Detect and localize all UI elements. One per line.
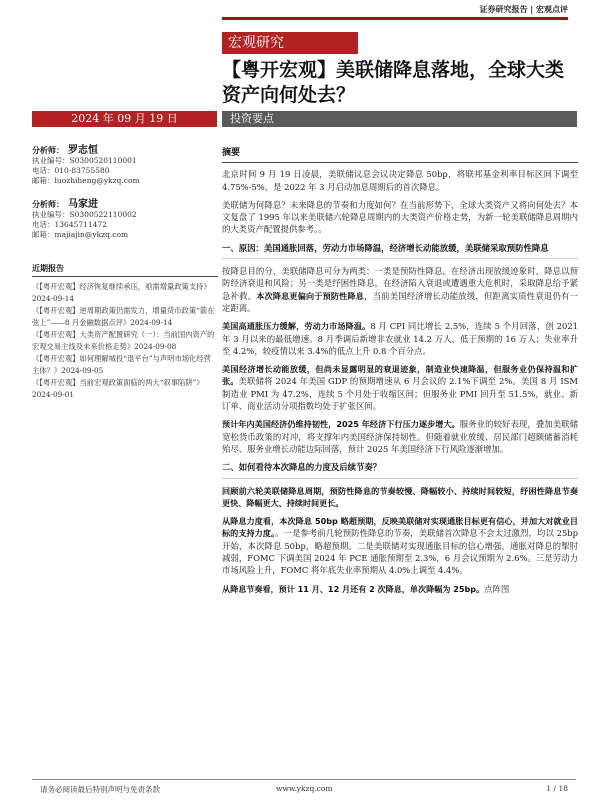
analyst-block-1 <box>32 146 218 186</box>
emphasis: 本次降息更偏向于预防性降息 <box>256 290 365 301</box>
invest-points-label: 投资要点 <box>222 111 577 127</box>
section-2-heading: 二、如何看待本次降息的力度及后续节奏？ <box>222 461 578 478</box>
section-2-paragraph-2: 从降息节奏看，预计 11 月、12 月还有 2 次降息，单次降幅为 25bp。点阵图 <box>222 583 510 594</box>
analyst-role: 分析师： <box>32 146 64 155</box>
analyst-name: 罗志恒 <box>68 145 98 156</box>
analyst-email[interactable]: 邮箱：majiajin@ykzq.com <box>32 230 129 239</box>
analyst-license: 执业编号：S0300522110002 <box>32 210 137 219</box>
footer-disclaimer[interactable]: 请务必阅读最后特别声明与免责条款 <box>40 785 160 794</box>
analyst-license: 执业编号：S0300520110001 <box>32 156 137 165</box>
recent-reports <box>32 264 218 401</box>
footer-website[interactable]: www.ykzq.com <box>276 784 333 793</box>
analyst-phone: 电话：13645711472 <box>32 220 107 229</box>
summary-heading: 摘要 <box>222 147 578 163</box>
emphasis: 回顾前六轮美联储降息周期，预防性降息的节奏较慢、降幅较小、持续时间较短，纾困性降息节奏更快、降幅更大、持续时间更长。 <box>222 485 578 508</box>
section-2-lead <box>222 485 578 510</box>
report-type: 证券研究报告 <box>479 5 528 14</box>
section-1-heading: 一、原因：美国通胀回落，劳动力市场降温，经济增长动能放缓，美联储采取预防性降息 <box>222 242 578 259</box>
emphasis: 美国经济增长动能放缓，但尚未显露明显的衰退迹象，制造业快速降温，但服务业仍保持温和扩张。 <box>222 364 578 387</box>
footer-rule <box>32 779 576 780</box>
emphasis: 预计年内美国经济仍维持韧性，2025 年经济下行压力逐步增大。 <box>222 419 460 430</box>
analyst-role: 分析师： <box>32 200 64 209</box>
emphasis: 美国高通胀压力缓解，劳动力市场降温。 <box>222 321 371 332</box>
emphasis: 从降息力度看，本次降息 50bp 略超预期，反映美联储对实现通胀目标更有信心，并加大对就业目标的支持力度。 <box>222 516 578 539</box>
report-category: 宏观点评 <box>536 5 568 14</box>
summary-body <box>222 147 578 601</box>
recent-report-link[interactable]: 《【粤开宏观】当前宏观政策面临的两大“叙事陷阱”》2024-09-01 <box>32 378 204 399</box>
section-1-paragraph-2: 美国高通胀压力缓解，劳动力市场降温。8 月 CPI 同比增长 2.5%，连续 5 个月回落，创 2021 年 3 月以来的最低增速。8 月季调后新增非农就业 14.2 万人，低于预期的 16 万人；失业率升至 4.2%，较疫情以来 3.4%的低点上升 0.8 个百分点。 <box>222 321 578 356</box>
report-date: 2024 年 09 月 19 日 <box>32 111 217 127</box>
recent-reports-heading: 近期报告 <box>32 264 218 277</box>
section-1-paragraph-1: 按降息目的分，美联储降息可分为两类：一类是预防性降息，在经济出现放缓迹象时，降息以预防经济衰退和风险；另一类是纾困性降息，在经济陷入衰退或遭遇重大危机时，采取降息给予紧急补救。本次降息更偏向于预防性降息，当前美国经济增长动能放缓，但距离实质性衰退仍有一定距离。 <box>222 266 579 313</box>
analyst-block-2 <box>32 200 218 240</box>
recent-report-link[interactable]: 《【粤开宏观】经济恢复继续承压，亟需增量政策支持》2024-09-14 <box>32 282 211 303</box>
section-1-paragraph-4: 预计年内美国经济仍维持韧性，2025 年经济下行压力逐步增大。服务业的较好表现，叠加美联储宽松货币政策的对冲，将支撑年内美国经济保持韧性。但随着就业放缓、居民部门超额储蓄消耗殆尽、服务业增长动能边际回落，预计 2025 年美国经济下行风险逐渐增加。 <box>222 419 578 454</box>
summary-paragraph-1: 北京时间 9 月 19 日凌晨，美联储议息会议决定降息 50bp，将联邦基金利率目标区间下调至 4.75%-5%，是 2022 年 3 月启动加息周期后的首次降息。 <box>222 169 578 192</box>
summary-paragraph-2: 美联储为何降息？未来降息的节奏和力度如何？在当前形势下，全球大类资产又将向何处去？本文复盘了 1995 年以来美联储六轮降息周期内的大类资产价格走势，为新一轮美联储降息周期内的大类资产配置提供参考。。 <box>222 199 578 235</box>
analyst-name: 马家进 <box>68 199 98 210</box>
recent-report-link[interactable]: 《【粤开宏观】逆周期政策仍需发力，增量货币政策“箭在弦上”——8 月金融数据点评》2024-09-14 <box>32 306 215 327</box>
header-rule <box>222 17 568 20</box>
recent-report-link[interactable]: 《【粤开宏观】大类资产配置研究（一）：当前国内资产的宏观交易主线及未来价格走势》2024-09-08 <box>32 330 215 351</box>
recent-report-link[interactable]: 《【粤开宏观】如何理解城投“退平台”与声明市场化经营主体？》2024-09-05 <box>32 354 211 375</box>
section-2-paragraph-1: 从降息力度看，本次降息 50bp 略超预期，反映美联储对实现通胀目标更有信心，并加大对就业目标的支持力度。。一是参考前几轮预防性降息的节奏，美联储首次降息不会太过激烈，均以 25bp 开始，本次降息 50bp，略超预期。二是美联储对实现通胀目标的信心增强，通胀对降息的掣肘减弱，FOMC 下调美国 2024 年 PCE 通胀预期至 2.3%，6 月会议预期为 2.6%。三是劳动力市场风险上升，FOMC 将年底失业率预期从 4.0%上调至 4.4%。 <box>222 516 579 576</box>
analyst-phone: 电话：010-83755580 <box>32 166 110 175</box>
page-title: 【粤开宏观】美联储降息落地，全球大类资产向何处去？ <box>222 59 565 106</box>
page-number: 1 / 18 <box>546 784 568 793</box>
analyst-email[interactable]: 邮箱：luozhiheng@ykzq.com <box>32 176 140 185</box>
category-tag: 宏观研究 <box>222 32 358 54</box>
emphasis: 从降息节奏看，预计 11 月、12 月还有 2 次降息，单次降幅为 25bp。 <box>222 583 485 594</box>
report-header <box>479 4 568 15</box>
header-separator: | <box>530 5 534 14</box>
section-1-paragraph-3: 美国经济增长动能放缓，但尚未显露明显的衰退迹象，制造业快速降温，但服务业仍保持温和扩张。美联储将 2024 年美国 GDP 的预期增速从 6 月会议的 2.1%下调至 2%。美国 8 月 ISM 制造业 PMI 为 47.2%，连续 5 个月处于收缩区间；但服务业 PMI 回升至 51.5%，就业、新订单、商业活动分项指数均处于扩张区间。 <box>222 364 578 412</box>
